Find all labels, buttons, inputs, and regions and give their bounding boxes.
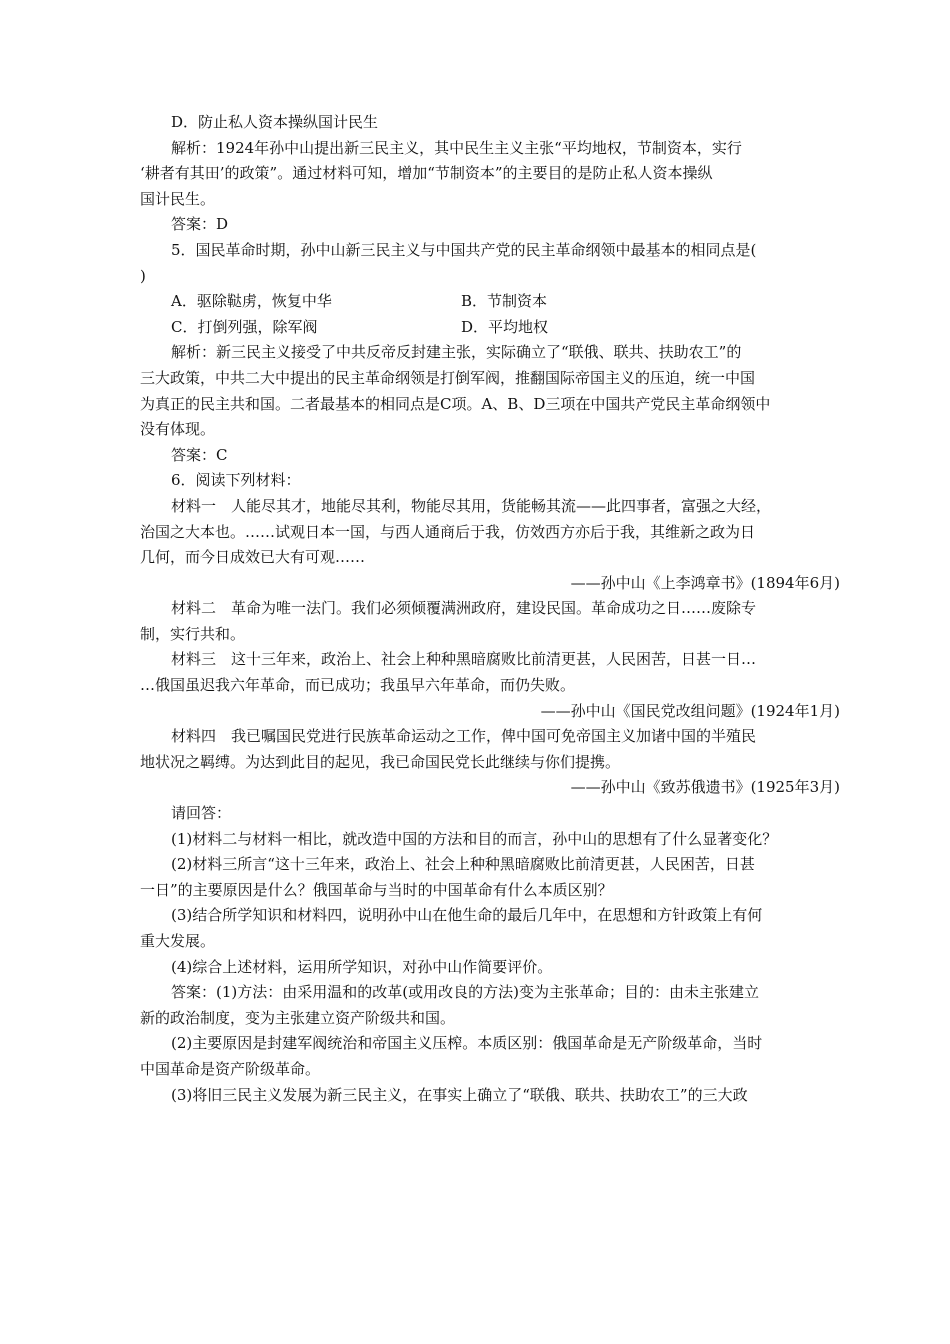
q4-analysis-line: 国计民生。 bbox=[140, 189, 216, 208]
q4-analysis-line: 解析：1924年孙中山提出新三民主义，其中民生主义主张“平均地权，节制资本，实行 bbox=[171, 138, 742, 157]
page-content bbox=[140, 110, 840, 1108]
material-1-line: 材料一 人能尽其才，地能尽其利，物能尽其用，货能畅其流——此四事者，富强之大经， bbox=[171, 496, 772, 515]
q6-answer-1-cont: 新的政治制度，变为主张建立资产阶级共和国。 bbox=[140, 1008, 456, 1027]
q5-option-c: C．打倒列强，除军阀 bbox=[171, 317, 318, 336]
q5-stem: 5．国民革命时期，孙中山新三民主义与中国共产党的民主革命纲领中最基本的相同点是( bbox=[171, 240, 757, 259]
q5-analysis-line: 为真正的民主共和国。二者最基本的相同点是C项。A、B、D三项在中国共产党民主革命纲领中 bbox=[140, 394, 771, 413]
q6-prompt: 请回答： bbox=[171, 804, 232, 823]
q6-question-1: (1)材料二与材料一相比，就改造中国的方法和目的而言，孙中山的思想有了什么显著变化？ bbox=[171, 829, 778, 848]
material-1-line: 治国之大本也。……试观日本一国，与西人通商后于我，仿效西方亦后于我，其维新之政为日 bbox=[140, 522, 756, 541]
q6-question-4: (4)综合上述材料，运用所学知识，对孙中山作简要评价。 bbox=[171, 957, 553, 976]
material-1-source: ——孙中山《上李鸿章书》(1894年6月) bbox=[570, 573, 840, 592]
q6-question-3: (3)结合所学知识和材料四，说明孙中山在他生命的最后几年中，在思想和方针政策上有何 bbox=[171, 906, 763, 925]
q4-answer: 答案：D bbox=[171, 215, 229, 234]
material-4-line: 地状况之羁缚。为达到此目的起见，我已命国民党长此继续与你们提携。 bbox=[140, 752, 621, 771]
q6-answer-2: (2)主要原因是封建军阀统治和帝国主义压榨。本质区别：俄国革命是无产阶级革命，当时 bbox=[171, 1034, 763, 1053]
q6-question-2: (2)材料三所言“这十三年来，政治上、社会上种种黑暗腐败比前清更甚，人民困苦，日甚 bbox=[171, 855, 755, 874]
material-2-line: 材料二 革命为唯一法门。我们必须倾覆满洲政府，建设民国。革命成功之日……废除专 bbox=[171, 599, 757, 618]
q5-analysis-line: 解析：新三民主义接受了中共反帝反封建主张，实际确立了“联俄、联共、扶助农工”的 bbox=[171, 343, 742, 362]
q5-analysis-line: 没有体现。 bbox=[140, 420, 216, 439]
material-3-line: …俄国虽迟我六年革命，而已成功；我虽早六年革命，而仍失败。 bbox=[140, 676, 576, 695]
material-4-source: ——孙中山《致苏俄遗书》(1925年3月) bbox=[570, 778, 840, 797]
material-4-line: 材料四 我已嘱国民党进行民族革命运动之工作，俾中国可免帝国主义加诸中国的半殖民 bbox=[171, 727, 757, 746]
q6-question-2-cont: 一日”的主要原因是什么？俄国革命与当时的中国革命有什么本质区别？ bbox=[140, 880, 613, 899]
q5-options-row bbox=[140, 289, 840, 315]
material-3-line: 材料三 这十三年来，政治上、社会上种种黑暗腐败比前清更甚，人民困苦，日甚一日… bbox=[171, 650, 757, 669]
q4-analysis-line: ‘耕者有其田’的政策”。通过材料可知，增加“节制资本”的主要目的是防止私人资本操纵 bbox=[140, 164, 713, 183]
q4-option-d: D．防止私人资本操纵国计民生 bbox=[171, 113, 379, 131]
material-3-source: ——孙中山《国民党改组问题》(1924年1月) bbox=[540, 701, 840, 720]
q6-question-3-cont: 重大发展。 bbox=[140, 932, 216, 950]
q6-answer-1: 答案：(1)方法：由采用温和的改革(或用改良的方法)变为主张革命；目的：由未主张建立 bbox=[171, 983, 759, 1002]
q6-answer-3: (3)将旧三民主义发展为新三民主义，在事实上确立了“联俄、联共、扶助农工”的三大政 bbox=[171, 1085, 748, 1104]
q6-answer-2-cont: 中国革命是资产阶级革命。 bbox=[140, 1059, 321, 1078]
q5-option-b: B．节制资本 bbox=[461, 292, 548, 311]
q5-option-d: D．平均地权 bbox=[461, 317, 549, 336]
q6-stem: 6．阅读下列材料： bbox=[171, 471, 301, 490]
q5-analysis-line: 三大政策，中共二大中提出的民主革命纲领是打倒军阀，推翻国际帝国主义的压迫，统一中国 bbox=[140, 368, 756, 387]
material-2-line: 制，实行共和。 bbox=[140, 624, 246, 643]
q5-answer: 答案：C bbox=[171, 445, 228, 464]
q5-option-a: A．驱除鞑虏，恢复中华 bbox=[171, 292, 332, 311]
q5-options-row bbox=[140, 315, 840, 341]
q5-stem-bracket: ) bbox=[140, 266, 146, 285]
material-1-line: 几何，而今日成效已大有可观…… bbox=[140, 548, 366, 567]
